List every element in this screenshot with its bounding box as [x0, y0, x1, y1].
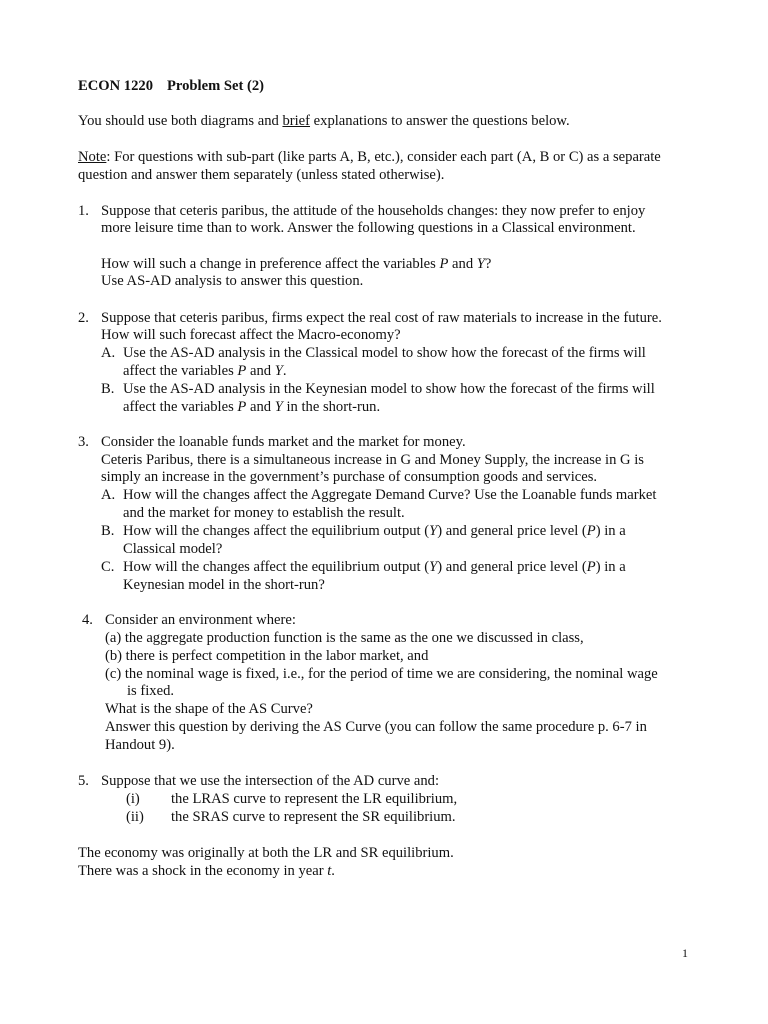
q4-item-b: (b) there is perfect competition in the labor market, and [105, 648, 429, 664]
intro-before: You should use both diagrams and [78, 113, 283, 129]
var-t: t [327, 863, 332, 879]
page-number: 1 [682, 946, 688, 960]
q3-part-a-line-2: and the market for money to establish the result. [123, 505, 405, 521]
question-3-number: 3. [78, 434, 89, 450]
q3-part-b-label: B. [101, 523, 115, 539]
q3-part-a-line-1: How will the changes affect the Aggregate Demand Curve? Use the Loanable funds market [123, 487, 657, 503]
q4-line-7: Handout 9). [105, 737, 175, 753]
closing-line-1: The economy was originally at both the LR and SR equilibrium. [78, 845, 454, 861]
intro-after: explanations to answer the questions below. [310, 113, 570, 129]
var-y: Y [429, 559, 438, 575]
q3c-text-c: ) in a [595, 559, 626, 575]
q1-line3-text: How will such a change in preference affect the variables [101, 256, 440, 272]
question-4-number: 4. [82, 612, 93, 628]
q4-line-6: Answer this question by deriving the AS Curve (you can follow the same procedure p. 6-7 in [105, 719, 647, 735]
q3-part-b-line-1 [123, 523, 626, 540]
q2-part-b-line-2 [123, 399, 380, 416]
q5-item-ii-text: the SRAS curve to represent the SR equilibrium. [171, 809, 456, 825]
q1-line-1: Suppose that ceteris paribus, the attitude of the households changes: they now prefer to enjoy [101, 203, 646, 219]
var-y: Y [429, 523, 438, 539]
q2-line-2: How will such forecast affect the Macro-economy? [101, 327, 401, 343]
intro-underlined: brief [282, 113, 311, 129]
closing-line-2 [78, 863, 335, 880]
q3-part-a-label: A. [101, 487, 116, 503]
var-y: Y [274, 363, 283, 379]
q2b-pre: affect the variables [123, 399, 238, 415]
note-label: Note [78, 149, 107, 165]
q5-line-1: Suppose that we use the intersection of the AD curve and: [101, 773, 440, 789]
q4-line-5: What is the shape of the AS Curve? [105, 701, 313, 717]
q3-part-b-line-2: Classical model? [123, 541, 223, 557]
q3-part-c-label: C. [101, 559, 115, 575]
q4-item-c-line-1: (c) the nominal wage is fixed, i.e., for the period of time we are considering, the nominal wage [105, 666, 658, 682]
q3b-text-a: How will the changes affect the equilibrium output ( [123, 523, 430, 539]
var-p: P [237, 363, 247, 379]
q2-part-a-line-1: Use the AS-AD analysis in the Classical model to show how the forecast of the firms will [123, 345, 646, 361]
var-p: P [439, 256, 449, 272]
q2b-and: and [246, 399, 275, 415]
q3-part-c-line-2: Keynesian model in the short-run? [123, 577, 325, 593]
var-p: P [586, 559, 596, 575]
problem-set-title: Problem Set (2) [167, 78, 264, 94]
q4-line-1: Consider an environment where: [105, 612, 296, 628]
q1-line-4: Use AS-AD analysis to answer this question. [101, 273, 364, 289]
q2b-end: in the short-run. [282, 399, 381, 415]
closing-line2-end: . [331, 863, 335, 879]
q1-qmark: ? [484, 256, 492, 272]
course-code: ECON 1220 [78, 78, 153, 94]
q2-part-a-label: A. [101, 345, 116, 361]
q3-line-3: simply an increase in the government’s purchase of consumption goods and services. [101, 469, 598, 485]
q2a-end: . [282, 363, 287, 379]
question-2-number: 2. [78, 310, 89, 326]
question-5-number: 5. [78, 773, 89, 789]
note-line1-rest: : For questions with sub-part (like parts A, B, etc.), consider each part (A, B or C) as a separate [106, 149, 661, 165]
q4-item-a: (a) the aggregate production function is the same as the one we discussed in class, [105, 630, 584, 646]
var-y: Y [274, 399, 283, 415]
q5-item-i-text: the LRAS curve to represent the LR equilibrium, [171, 791, 458, 807]
q3-line-1: Consider the loanable funds market and the market for money. [101, 434, 466, 450]
var-p: P [586, 523, 596, 539]
q2-part-b-label: B. [101, 381, 115, 397]
q3-part-c-line-1 [123, 559, 626, 576]
q3c-text-a: How will the changes affect the equilibrium output ( [123, 559, 430, 575]
q2a-and: and [246, 363, 275, 379]
q1-line-2: more leisure time than to work. Answer the following questions in a Classical environment. [101, 220, 636, 236]
q3b-text-b: ) and general price level ( [437, 523, 587, 539]
q3-line-2: Ceteris Paribus, there is a simultaneous increase in G and Money Supply, the increase in G is [101, 452, 644, 468]
question-1-number: 1. [78, 203, 89, 219]
q5-item-i-label: (i) [126, 791, 140, 807]
page-title [78, 78, 264, 95]
var-y: Y [476, 256, 485, 272]
q2-part-b-line-1: Use the AS-AD analysis in the Keynesian model to show how the forecast of the firms will [123, 381, 655, 397]
q2-line-1: Suppose that ceteris paribus, firms expect the real cost of raw materials to increase in the future. [101, 310, 662, 326]
q3b-text-c: ) in a [595, 523, 626, 539]
q5-item-ii-label: (ii) [126, 809, 144, 825]
intro-text [78, 113, 570, 130]
var-p: P [237, 399, 247, 415]
note-line-1 [78, 149, 661, 166]
q2-part-a-line-2 [123, 363, 286, 380]
q1-line-3 [101, 256, 491, 273]
q2a-pre: affect the variables [123, 363, 238, 379]
closing-line2-text: There was a shock in the economy in year [78, 863, 328, 879]
q1-and: and [448, 256, 477, 272]
q4-item-c-line-2: is fixed. [127, 683, 175, 699]
note-line-2: question and answer them separately (unless stated otherwise). [78, 167, 445, 183]
q3c-text-b: ) and general price level ( [437, 559, 587, 575]
